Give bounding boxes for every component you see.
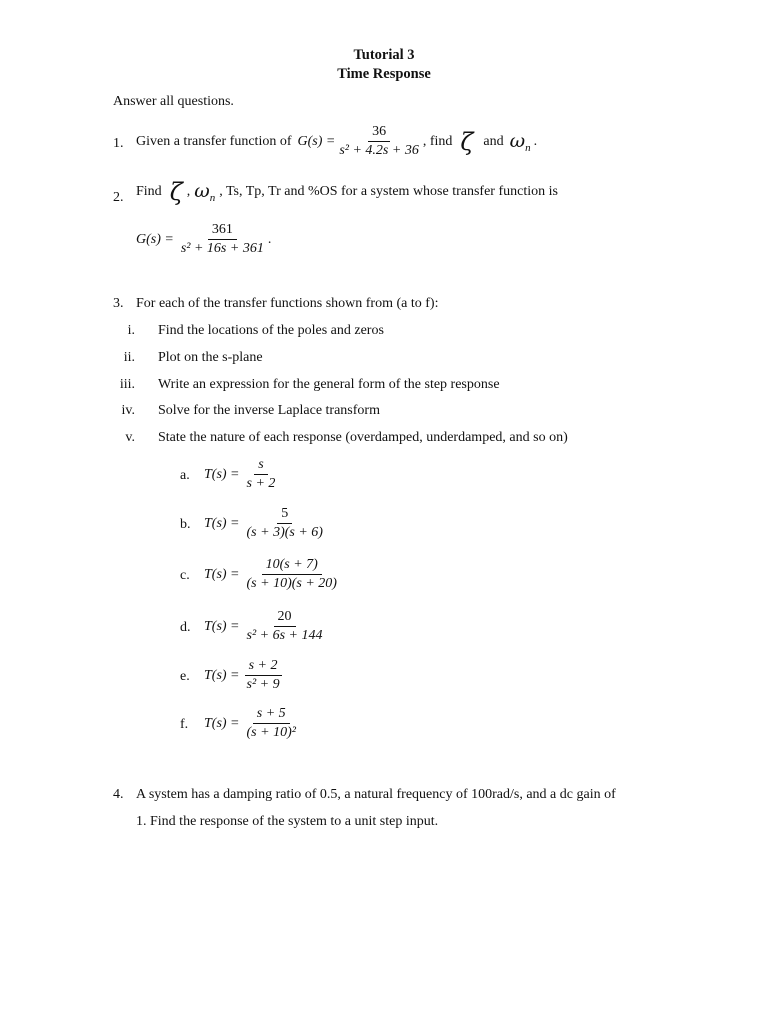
q1-fraction [335, 124, 423, 159]
omega-n-symbol: $\omega_n$ [194, 180, 216, 204]
task-roman: ii. [123, 350, 135, 365]
q4-number: 4. [113, 787, 124, 802]
task-roman: i. [127, 323, 135, 338]
zeta-symbol: ζ [460, 127, 474, 156]
q2-number: 2. [113, 190, 124, 205]
q3-intro: For each of the transfer functions shown from (a to f): [136, 296, 439, 311]
transfer-function-d: T(s) = $\frac{20}{\text{s² + 6s + 144}}$ [204, 609, 323, 643]
function-letter: f. [180, 717, 189, 732]
task-text: State the nature of each response (overdamped, underdamped, and so on) [158, 430, 568, 445]
function-letter: e. [180, 669, 190, 684]
document-subtitle: Time Response [337, 66, 431, 82]
q1-numerator: 36 [368, 124, 390, 142]
q1-denominator: s² + 4.2s + 36 [339, 143, 419, 158]
q3-number: 3. [113, 296, 124, 311]
q4-line-1: A system has a damping ratio of 0.5, a natural frequency of 100rad/s, and a dc gain of [136, 787, 616, 802]
q1-number: 1. [113, 136, 124, 151]
task-text: Find the locations of the poles and zeros [158, 323, 384, 338]
q1-and: and [483, 133, 504, 149]
q1-lhs: G(s) = [297, 133, 336, 149]
transfer-function-e: T(s) = $\frac{s + 2}{\text{s² + 9}}$ [204, 658, 280, 692]
q2-text: , Ts, Tp, Tr and %OS for a system whose transfer function is [219, 184, 558, 199]
q2-lhs: G(s) = [136, 231, 174, 247]
function-letter: d. [180, 620, 191, 635]
task-roman: iv. [121, 403, 135, 418]
q2-equation: G(s) = $\frac{361}{\text{s² + 16s + 361}}$ . [136, 222, 272, 256]
q4-line-2: 1. Find the response of the system to a unit step input. [136, 814, 439, 829]
omega-n-symbol: $\omega_n$ [509, 129, 531, 154]
q2-denominator: s² + 16s + 361 [180, 241, 264, 256]
function-letter: b. [180, 517, 191, 532]
transfer-function-c: T(s) = $\frac{10(s + 7)}{(s + 10)(s + 20)}$ [204, 557, 337, 591]
question-1: Given a transfer function of G(s) = $\frac{36}{\text{s² + 4.2s + 36}}$ , find ζ and $\omega_n$ . [136, 124, 538, 158]
q1-text: Given a transfer function of [136, 133, 292, 149]
task-text: Plot on the s-plane [158, 350, 263, 365]
q1-find: , find [422, 133, 453, 149]
function-letter: c. [180, 568, 190, 583]
document-title: Tutorial 3 [353, 47, 415, 63]
transfer-function-b: T(s) = $\frac{5}{(s + 3)(s + 6)}$ [204, 506, 323, 540]
function-letter: a. [180, 468, 190, 483]
question-2: Find ζ , $\omega_n$ , Ts, Tp, Tr and %OS for a system whose transfer function is [136, 178, 558, 206]
zeta-symbol: ζ [169, 178, 183, 206]
task-text: Solve for the inverse Laplace transform [158, 403, 380, 418]
instructions: Answer all questions. [113, 94, 234, 109]
transfer-function-f: T(s) = $\frac{s + 5}{\text{(s + 10)²}}$ [204, 706, 296, 740]
transfer-function-a: T(s) = $\frac{s}{s + 2}$ [204, 457, 276, 491]
q2-fraction [177, 222, 268, 257]
task-roman: iii. [119, 377, 135, 392]
task-text: Write an expression for the general form of the step response [158, 377, 500, 392]
task-roman: v. [125, 430, 135, 445]
q2-find: Find [136, 184, 162, 199]
q2-numerator: 361 [208, 222, 237, 240]
